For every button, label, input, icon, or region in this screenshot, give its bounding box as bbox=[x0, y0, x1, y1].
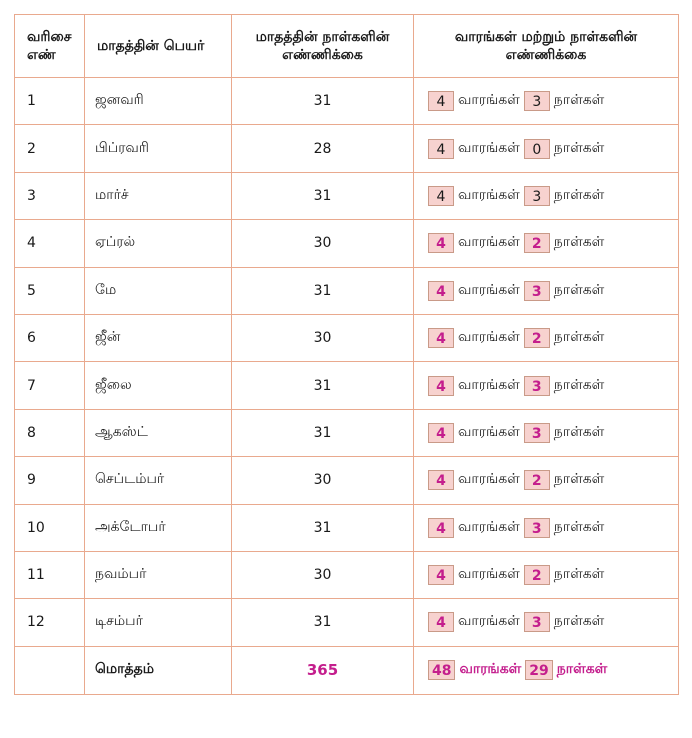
days-count-cell: 30 bbox=[232, 457, 414, 504]
serial-number-cell: 12 bbox=[15, 599, 85, 646]
weeks-label: வாரங்கள் bbox=[458, 329, 520, 346]
total-weeks-box: 48 bbox=[428, 660, 455, 680]
weeks-label: வாரங்கள் bbox=[458, 471, 520, 488]
total-weeks-days-cell bbox=[414, 646, 679, 694]
table-body bbox=[15, 78, 679, 695]
days-count-cell: 30 bbox=[232, 314, 414, 361]
month-name-cell: மார்ச் bbox=[85, 172, 232, 219]
table-row bbox=[15, 314, 679, 361]
weeks-count-box: 4 bbox=[428, 328, 454, 348]
days-label: நாள்கள் bbox=[553, 234, 605, 251]
weeks-label: வாரங்கள் bbox=[458, 139, 520, 156]
total-row bbox=[15, 646, 679, 694]
days-count-cell: 30 bbox=[232, 220, 414, 267]
table-row bbox=[15, 457, 679, 504]
weeks-count-box: 4 bbox=[428, 281, 454, 301]
days-count-cell: 31 bbox=[232, 267, 414, 314]
weeks-count-box: 4 bbox=[428, 233, 454, 253]
table-row bbox=[15, 220, 679, 267]
serial-number-cell: 8 bbox=[15, 409, 85, 456]
weeks-count-box: 4 bbox=[428, 470, 454, 490]
month-name-cell: ஜீலை bbox=[85, 362, 232, 409]
remaining-days-box: 3 bbox=[524, 612, 550, 632]
remaining-days-box: 2 bbox=[524, 565, 550, 585]
month-name-cell: மே bbox=[85, 267, 232, 314]
days-label: நாள்கள் bbox=[553, 518, 605, 535]
month-name-cell: ஆகஸ்ட் bbox=[85, 409, 232, 456]
weeks-label: வாரங்கள் bbox=[458, 186, 520, 203]
weeks-label: வாரங்கள் bbox=[458, 234, 520, 251]
header-month-name: மாதத்தின் பெயர் bbox=[85, 15, 232, 78]
weeks-count-box: 4 bbox=[428, 423, 454, 443]
header-serial-number: வரிசை எண் bbox=[15, 15, 85, 78]
serial-number-cell: 1 bbox=[15, 78, 85, 125]
weeks-days-cell bbox=[414, 504, 679, 551]
weeks-days-cell bbox=[414, 362, 679, 409]
weeks-label: வாரங்கள் bbox=[458, 518, 520, 535]
weeks-days-cell bbox=[414, 125, 679, 172]
serial-number-cell: 6 bbox=[15, 314, 85, 361]
weeks-days-cell bbox=[414, 78, 679, 125]
days-count-cell: 31 bbox=[232, 599, 414, 646]
remaining-days-box: 2 bbox=[524, 470, 550, 490]
weeks-count-box: 4 bbox=[428, 612, 454, 632]
remaining-days-box: 3 bbox=[524, 518, 550, 538]
total-empty-cell bbox=[15, 646, 85, 694]
serial-number-cell: 9 bbox=[15, 457, 85, 504]
weeks-count-box: 4 bbox=[428, 139, 454, 159]
days-count-cell: 31 bbox=[232, 409, 414, 456]
serial-number-cell: 7 bbox=[15, 362, 85, 409]
remaining-days-box: 2 bbox=[524, 328, 550, 348]
total-weeks-label: வாரங்கள் bbox=[459, 661, 522, 678]
days-label: நாள்கள் bbox=[553, 613, 605, 630]
header-days-count: மாதத்தின் நாள்களின் எண்ணிக்கை bbox=[232, 15, 414, 78]
table-row bbox=[15, 409, 679, 456]
table-row bbox=[15, 172, 679, 219]
weeks-label: வாரங்கள் bbox=[458, 423, 520, 440]
table-row bbox=[15, 551, 679, 598]
days-label: நாள்கள் bbox=[553, 329, 605, 346]
days-count-cell: 28 bbox=[232, 125, 414, 172]
weeks-count-box: 4 bbox=[428, 91, 454, 111]
month-name-cell: செப்டம்பர் bbox=[85, 457, 232, 504]
weeks-days-cell bbox=[414, 220, 679, 267]
table-row bbox=[15, 504, 679, 551]
serial-number-cell: 11 bbox=[15, 551, 85, 598]
serial-number-cell: 2 bbox=[15, 125, 85, 172]
total-days-box: 29 bbox=[525, 660, 552, 680]
remaining-days-box: 3 bbox=[524, 281, 550, 301]
remaining-days-box: 3 bbox=[524, 376, 550, 396]
total-days-cell: 365 bbox=[232, 646, 414, 694]
table-header-row bbox=[15, 15, 679, 78]
month-name-cell: அக்டோபர் bbox=[85, 504, 232, 551]
header-weeks-and-days: வாரங்கள் மற்றும் நாள்களின் எண்ணிக்கை bbox=[414, 15, 679, 78]
months-table-container bbox=[14, 14, 678, 695]
days-label: நாள்கள் bbox=[553, 376, 605, 393]
days-label: நாள்கள் bbox=[553, 423, 605, 440]
weeks-label: வாரங்கள் bbox=[458, 376, 520, 393]
month-name-cell: நவம்பர் bbox=[85, 551, 232, 598]
table-row bbox=[15, 599, 679, 646]
weeks-label: வாரங்கள் bbox=[458, 281, 520, 298]
days-count-cell: 31 bbox=[232, 78, 414, 125]
serial-number-cell: 3 bbox=[15, 172, 85, 219]
total-label-cell: மொத்தம் bbox=[85, 646, 232, 694]
days-label: நாள்கள் bbox=[553, 566, 605, 583]
serial-number-cell: 5 bbox=[15, 267, 85, 314]
weeks-label: வாரங்கள் bbox=[458, 613, 520, 630]
days-label: நாள்கள் bbox=[553, 139, 605, 156]
weeks-days-cell bbox=[414, 457, 679, 504]
days-count-cell: 31 bbox=[232, 362, 414, 409]
weeks-days-cell bbox=[414, 267, 679, 314]
table-row bbox=[15, 267, 679, 314]
weeks-label: வாரங்கள் bbox=[458, 566, 520, 583]
weeks-days-cell bbox=[414, 409, 679, 456]
days-count-cell: 31 bbox=[232, 504, 414, 551]
days-label: நாள்கள் bbox=[553, 471, 605, 488]
month-name-cell: பிப்ரவரி bbox=[85, 125, 232, 172]
month-name-cell: ஏப்ரல் bbox=[85, 220, 232, 267]
total-days-label: நாள்கள் bbox=[556, 661, 608, 678]
weeks-days-cell bbox=[414, 551, 679, 598]
months-weeks-table bbox=[14, 14, 679, 695]
month-name-cell: டிசம்பர் bbox=[85, 599, 232, 646]
days-label: நாள்கள் bbox=[553, 92, 605, 109]
remaining-days-box: 3 bbox=[524, 423, 550, 443]
days-count-cell: 31 bbox=[232, 172, 414, 219]
days-label: நாள்கள் bbox=[553, 281, 605, 298]
weeks-days-cell bbox=[414, 314, 679, 361]
month-name-cell: ஜனவரி bbox=[85, 78, 232, 125]
weeks-label: வாரங்கள் bbox=[458, 92, 520, 109]
serial-number-cell: 10 bbox=[15, 504, 85, 551]
days-label: நாள்கள் bbox=[553, 186, 605, 203]
month-name-cell: ஜீன் bbox=[85, 314, 232, 361]
table-row bbox=[15, 362, 679, 409]
serial-number-cell: 4 bbox=[15, 220, 85, 267]
weeks-days-cell bbox=[414, 599, 679, 646]
weeks-days-cell bbox=[414, 172, 679, 219]
remaining-days-box: 3 bbox=[524, 186, 550, 206]
table-row bbox=[15, 125, 679, 172]
table-row bbox=[15, 78, 679, 125]
weeks-count-box: 4 bbox=[428, 518, 454, 538]
weeks-count-box: 4 bbox=[428, 376, 454, 396]
days-count-cell: 30 bbox=[232, 551, 414, 598]
weeks-count-box: 4 bbox=[428, 565, 454, 585]
remaining-days-box: 2 bbox=[524, 233, 550, 253]
remaining-days-box: 3 bbox=[524, 91, 550, 111]
weeks-count-box: 4 bbox=[428, 186, 454, 206]
remaining-days-box: 0 bbox=[524, 139, 550, 159]
